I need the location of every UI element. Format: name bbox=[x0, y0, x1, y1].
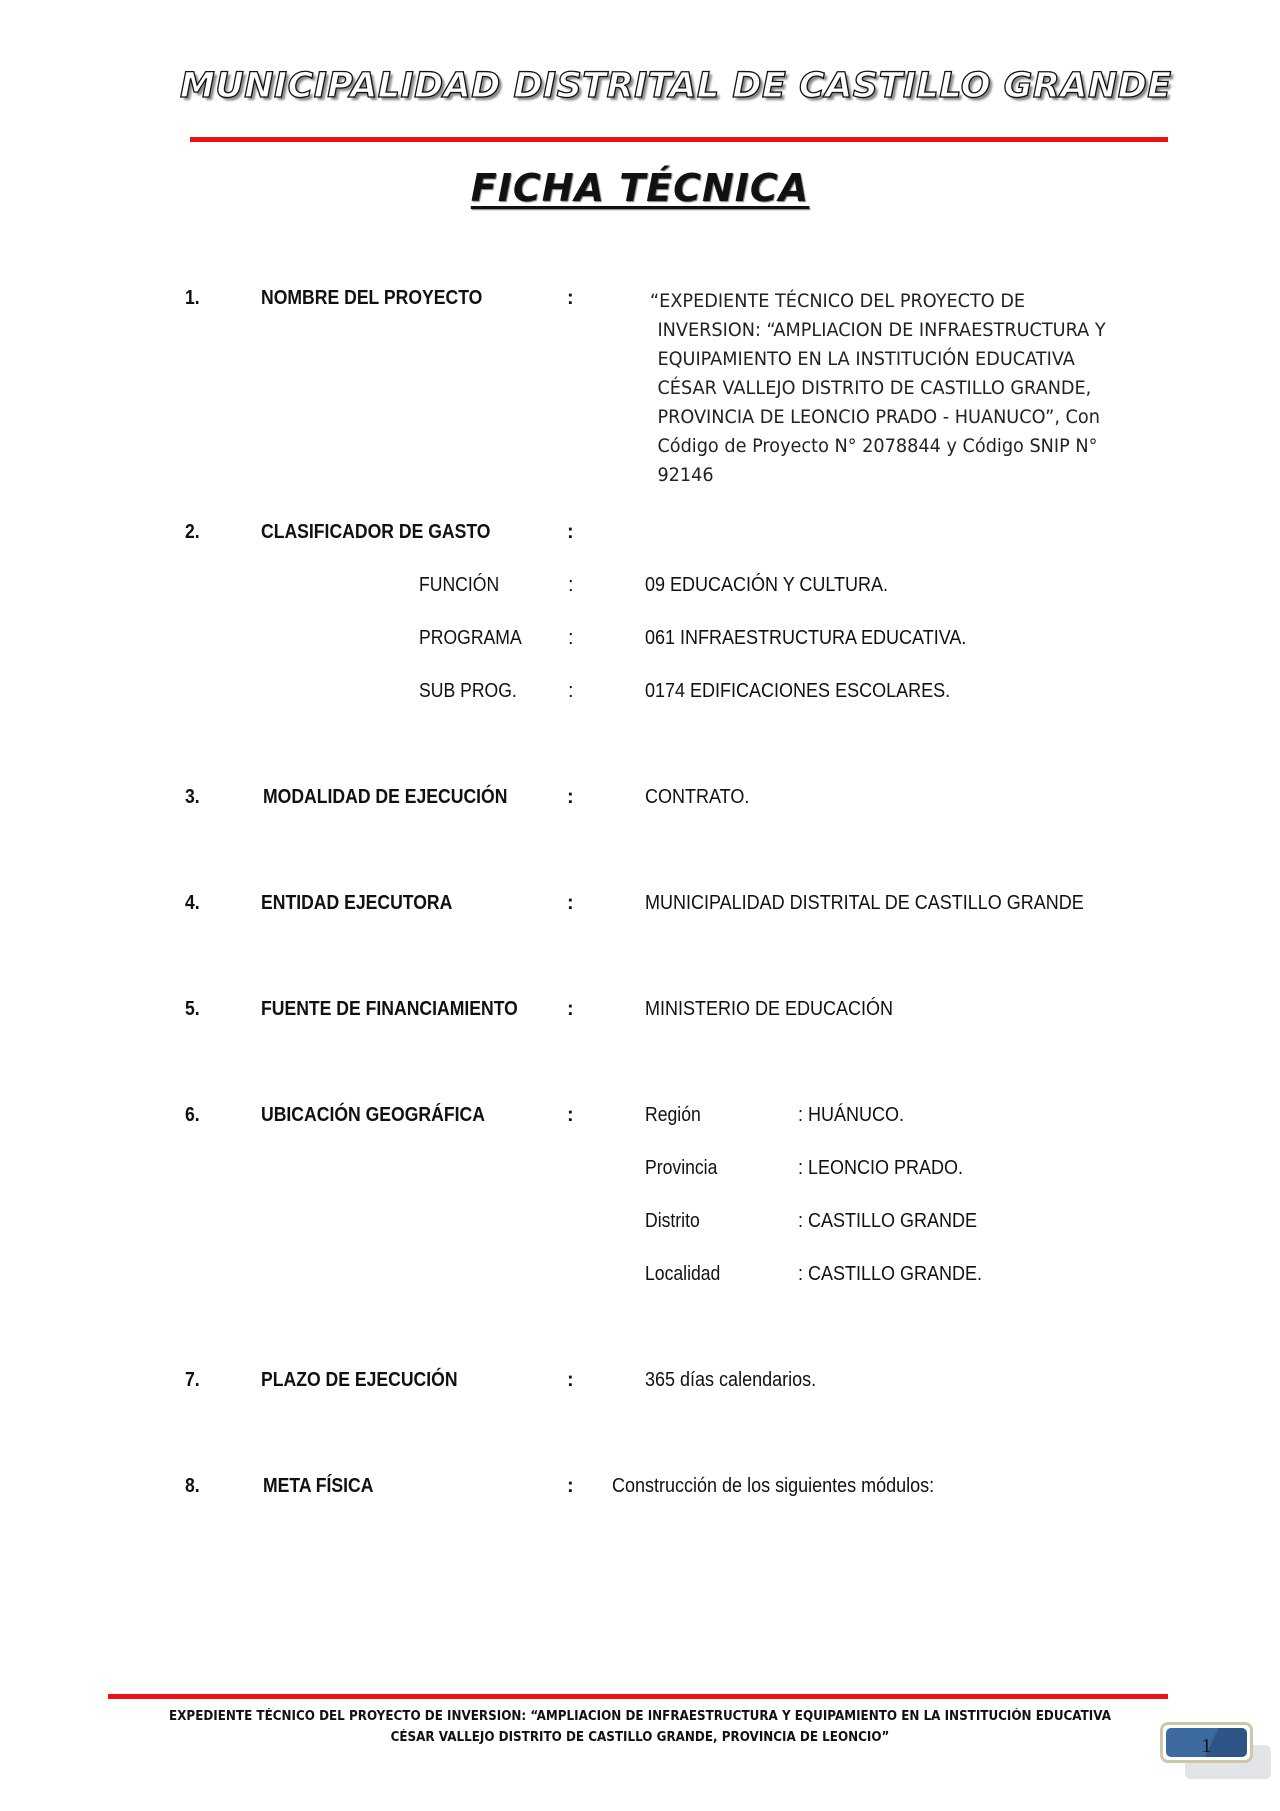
section-number: 5. bbox=[185, 998, 200, 1020]
footer-line: EXPEDIENTE TÉCNICO DEL PROYECTO DE INVERSION: “AMPLIACION DE INFRAESTRUCTURA Y EQUIPAMIENTO EN LA INSTITUCIÓN EDUCATIVA bbox=[169, 1709, 1111, 1724]
classifier-colon: : bbox=[568, 574, 574, 596]
page-number-badge bbox=[1160, 1722, 1253, 1763]
classifier-label: SUB PROG. bbox=[419, 680, 517, 702]
section-number: 1. bbox=[185, 287, 200, 309]
section-number: 2. bbox=[185, 521, 200, 543]
location-label: Provincia bbox=[645, 1157, 718, 1179]
section-number: 3. bbox=[185, 786, 200, 808]
section-number: 4. bbox=[185, 892, 200, 914]
location-label: Región bbox=[645, 1104, 701, 1126]
section-label: MODALIDAD DE EJECUCIÓN bbox=[263, 786, 508, 808]
section-label: CLASIFICADOR DE GASTO bbox=[261, 521, 491, 543]
footer-divider bbox=[108, 1694, 1168, 1699]
location-value: : CASTILLO GRANDE. bbox=[798, 1263, 983, 1285]
location-value: : LEONCIO PRADO. bbox=[798, 1157, 964, 1179]
section-label: FUENTE DE FINANCIAMIENTO bbox=[261, 998, 518, 1020]
section-label: UBICACIÓN GEOGRÁFICA bbox=[261, 1104, 485, 1126]
document-title-text: FICHA TÉCNICA bbox=[470, 166, 810, 210]
classifier-colon: : bbox=[568, 627, 574, 649]
section-colon: : bbox=[567, 521, 574, 543]
project-name-value bbox=[650, 287, 1170, 490]
location-value: : CASTILLO GRANDE bbox=[798, 1210, 978, 1232]
footer-line: CÉSAR VALLEJO DISTRITO DE CASTILLO GRANDE, PROVINCIA DE LEONCIO” bbox=[390, 1730, 890, 1745]
location-label: Distrito bbox=[645, 1210, 700, 1232]
classifier-value: 061 INFRAESTRUCTURA EDUCATIVA. bbox=[645, 627, 967, 649]
section-value: 365 días calendarios. bbox=[645, 1369, 817, 1391]
section-colon: : bbox=[567, 1369, 574, 1391]
footer-project-title bbox=[0, 1706, 1280, 1748]
project-name-line: Código de Proyecto N° 2078844 y Código SNIP N° bbox=[657, 435, 1098, 457]
classifier-colon: : bbox=[568, 680, 574, 702]
project-name-line: PROVINCIA DE LEONCIO PRADO - HUANUCO”, Con bbox=[657, 406, 1100, 428]
section-value: CONTRATO. bbox=[645, 786, 750, 808]
project-name-line: EQUIPAMIENTO EN LA INSTITUCIÓN EDUCATIVA bbox=[657, 348, 1075, 370]
project-name-line: CÉSAR VALLEJO DISTRITO DE CASTILLO GRANDE, bbox=[657, 377, 1092, 399]
section-colon: : bbox=[567, 998, 574, 1020]
section-label: NOMBRE DEL PROYECTO bbox=[261, 287, 483, 309]
project-name-line: INVERSION: “AMPLIACION DE INFRAESTRUCTURA Y bbox=[657, 319, 1106, 341]
municipality-header-title: MUNICIPALIDAD DISTRITAL DE CASTILLO GRANDE bbox=[180, 66, 1172, 106]
section-colon: : bbox=[567, 786, 574, 808]
location-label: Localidad bbox=[645, 1263, 721, 1285]
classifier-label: FUNCIÓN bbox=[419, 574, 500, 596]
location-value: : HUÁNUCO. bbox=[798, 1104, 905, 1126]
section-label: META FÍSICA bbox=[263, 1475, 374, 1497]
section-colon: : bbox=[567, 287, 574, 309]
classifier-value: 0174 EDIFICACIONES ESCOLARES. bbox=[645, 680, 951, 702]
page-number: 1 bbox=[1166, 1728, 1247, 1757]
section-value: Construcción de los siguientes módulos: bbox=[612, 1475, 935, 1497]
section-value: MINISTERIO DE EDUCACIÓN bbox=[645, 998, 894, 1020]
project-name-line: “EXPEDIENTE TÉCNICO DEL PROYECTO DE bbox=[650, 290, 1026, 312]
section-number: 6. bbox=[185, 1104, 200, 1126]
project-name-line: 92146 bbox=[657, 464, 714, 486]
section-colon: : bbox=[567, 1104, 574, 1126]
section-label: PLAZO DE EJECUCIÓN bbox=[261, 1369, 458, 1391]
section-colon: : bbox=[567, 892, 574, 914]
section-label: ENTIDAD EJECUTORA bbox=[261, 892, 453, 914]
section-value: MUNICIPALIDAD DISTRITAL DE CASTILLO GRANDE bbox=[645, 892, 1084, 914]
classifier-value: 09 EDUCACIÓN Y CULTURA. bbox=[645, 574, 889, 596]
section-number: 7. bbox=[185, 1369, 200, 1391]
section-number: 8. bbox=[185, 1475, 200, 1497]
section-colon: : bbox=[567, 1475, 574, 1497]
header-divider bbox=[190, 137, 1168, 142]
document-title bbox=[0, 166, 1280, 210]
classifier-label: PROGRAMA bbox=[419, 627, 522, 649]
